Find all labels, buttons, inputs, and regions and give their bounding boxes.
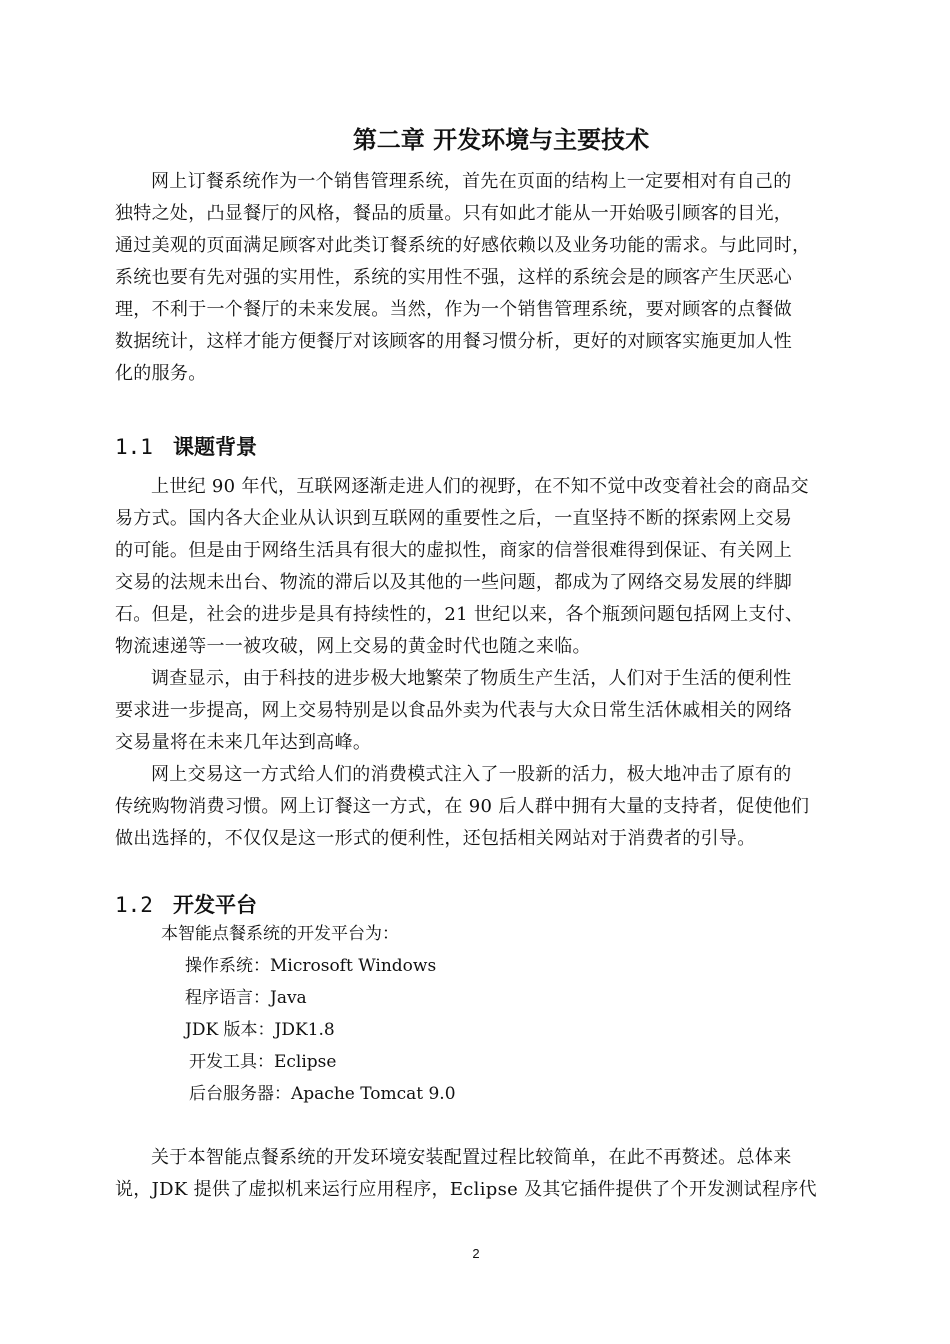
- paragraph-line: 传统购物消费习惯。网上订餐这一方式，在 90 后人群中拥有大量的支持者，促使他们: [115, 796, 810, 817]
- section-title: 课题背景: [173, 435, 257, 459]
- platform-jdk: JDK 版本：JDK1.8: [185, 1020, 335, 1040]
- background-paragraph-1: [115, 471, 843, 663]
- platform-server: 后台服务器：Apache Tomcat 9.0: [189, 1084, 456, 1104]
- page-number: 2: [472, 1246, 480, 1261]
- background-paragraph-2: [115, 663, 843, 759]
- paragraph-line: 数据统计，这样才能方便餐厅对该顾客的用餐习惯分析，更好的对顾客实施更加人性: [115, 331, 793, 352]
- section-heading-1-1: [115, 432, 257, 462]
- paragraph-line: 系统也要有先对强的实用性，系统的实用性不强，这样的系统会是的顾客产生厌恶心: [115, 267, 793, 288]
- section-heading-1-2: [115, 890, 257, 920]
- paragraph-line: 通过美观的页面满足顾客对此类订餐系统的好感依赖以及业务功能的需求。与此同时，: [115, 235, 811, 256]
- paragraph-line: 易方式。国内各大企业从认识到互联网的重要性之后，一直坚持不断的探索网上交易: [115, 508, 793, 529]
- closing-paragraph: [115, 1142, 843, 1206]
- paragraph-line: 独特之处，凸显餐厅的风格，餐品的质量。只有如此才能从一开始吸引顾客的目光，: [115, 203, 793, 224]
- paragraph-line: 调查显示，由于科技的进步极大地繁荣了物质生产生活，人们对于生活的便利性: [151, 668, 792, 689]
- paragraph-line: 说，JDK 提供了虚拟机来运行应用程序，Eclipse 及其它插件提供了个开发测试程序代: [115, 1179, 817, 1200]
- paragraph-line: 网上交易这一方式给人们的消费模式注入了一股新的活力，极大地冲击了原有的: [151, 764, 792, 785]
- paragraph-line: 要求进一步提高，网上交易特别是以食品外卖为代表与大众日常生活休戚相关的网络: [115, 700, 793, 721]
- background-paragraph-3: [115, 759, 843, 855]
- platform-list: [115, 918, 843, 1110]
- chapter-title: 第二章 开发环境与主要技术: [352, 126, 650, 154]
- paragraph-line: 物流速递等一一被攻破，网上交易的黄金时代也随之来临。: [115, 636, 591, 657]
- paragraph-line: 上世纪 90 年代，互联网逐渐走进人们的视野，在不知不觉中改变着社会的商品交: [151, 476, 809, 497]
- platform-language: 程序语言：Java: [185, 988, 307, 1008]
- paragraph-line: 的可能。但是由于网络生活具有很大的虚拟性，商家的信誉很难得到保证、有关网上: [115, 540, 793, 561]
- intro-paragraph: [115, 166, 843, 390]
- paragraph-line: 交易的法规未出台、物流的滞后以及其他的一些问题，都成为了网络交易发展的绊脚: [115, 572, 793, 593]
- paragraph-line: 做出选择的，不仅仅是这一形式的便利性，还包括相关网站对于消费者的引导。: [115, 828, 756, 849]
- paragraph-line: 关于本智能点餐系统的开发环境安装配置过程比较简单，在此不再赘述。总体来: [151, 1147, 792, 1168]
- section-title: 开发平台: [173, 893, 257, 917]
- section-number: 1.2: [115, 893, 153, 917]
- paragraph-line: 网上订餐系统作为一个销售管理系统，首先在页面的结构上一定要相对有自己的: [151, 171, 792, 192]
- platform-os: 操作系统：Microsoft Windows: [185, 956, 437, 976]
- paragraph-line: 交易量将在未来几年达到高峰。: [115, 732, 372, 753]
- platform-tool: 开发工具：Eclipse: [189, 1052, 337, 1072]
- paragraph-line: 石。但是，社会的进步是具有持续性的，21 世纪以来，各个瓶颈问题包括网上支付、: [115, 604, 804, 625]
- platform-intro: 本智能点餐系统的开发平台为：: [161, 924, 399, 944]
- paragraph-line: 化的服务。: [115, 363, 207, 384]
- section-number: 1.1: [115, 435, 153, 459]
- paragraph-line: 理，不利于一个餐厅的未来发展。当然，作为一个销售管理系统，要对顾客的点餐做: [115, 299, 793, 320]
